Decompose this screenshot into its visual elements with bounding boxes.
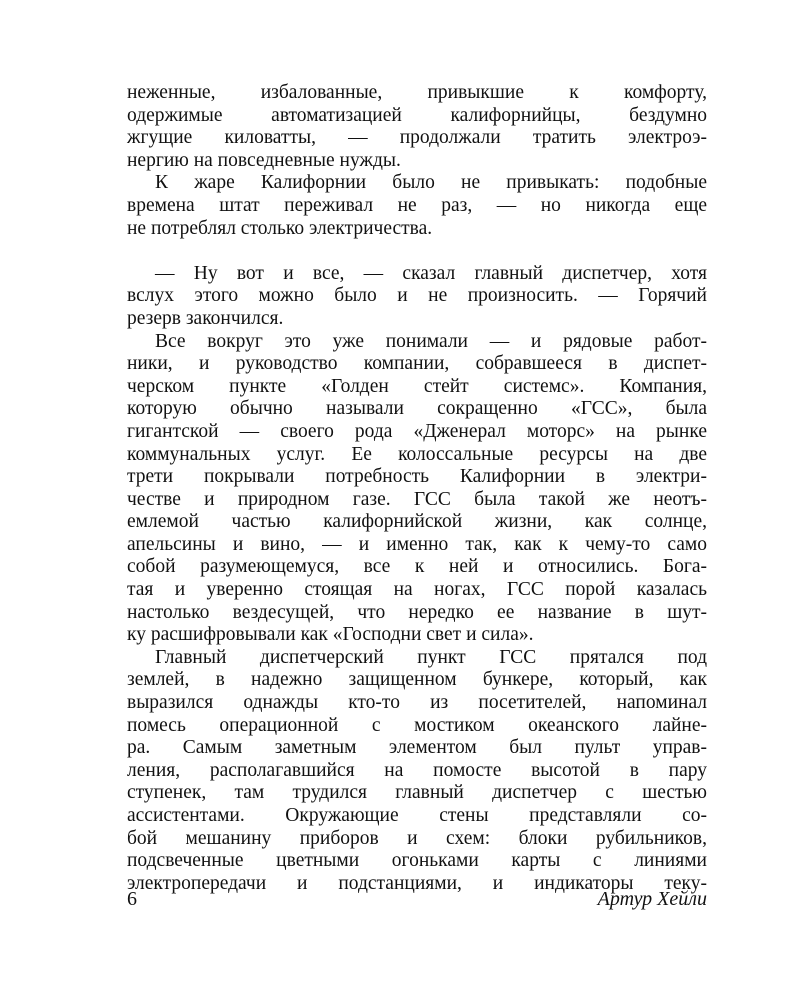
text-line: землей, в надежно защищенном бункере, который, как bbox=[127, 669, 707, 691]
paragraph bbox=[127, 172, 707, 240]
page-number: 6 bbox=[127, 888, 137, 910]
text-line: К жаре Калифорнии было не привыкать: подобные bbox=[155, 172, 707, 194]
text-line: гигантской — своего рода «Дженерал моторс» на рынке bbox=[127, 420, 707, 442]
text-line: электропередачи и подстанциями, и индикаторы теку- bbox=[127, 872, 707, 894]
text-line: выразился однажды кто-то из посетителей, напоминал bbox=[127, 692, 707, 714]
paragraph bbox=[127, 263, 707, 331]
text-line: ления, располагавшийся на помосте высотой в пару bbox=[127, 759, 707, 781]
text-line: неженные, избалованные, привыкшие к комфорту, bbox=[127, 82, 707, 103]
text-line: времена штат переживал не раз, — но никогда еще bbox=[127, 194, 707, 216]
text-line: емлемой частью калифорнийской жизни, как солнце, bbox=[127, 511, 707, 533]
paragraph bbox=[127, 647, 707, 896]
text-line: которую обычно называли сокращенно «ГСС», была bbox=[127, 398, 707, 420]
text-line: трети покрывали потребность Калифорнии в электри- bbox=[127, 466, 707, 488]
text-line: апельсины и вино, — и именно так, как к чему-то само bbox=[127, 533, 707, 555]
text-line: нергию на повседневные нужды. bbox=[127, 149, 401, 171]
text-line: ра. Самым заметным элементом был пульт управ- bbox=[127, 737, 707, 759]
text-line: коммунальных услуг. Ее колоссальные ресурсы на две bbox=[127, 443, 707, 465]
paragraph bbox=[127, 82, 707, 172]
text-line: помесь операционной с мостиком океанского лайне- bbox=[127, 714, 707, 736]
paragraph bbox=[127, 331, 707, 647]
text-line: бой мешанину приборов и схем: блоки рубильников, bbox=[127, 827, 707, 849]
text-line: ассистентами. Окружающие стены представляли со- bbox=[127, 805, 707, 826]
body-text bbox=[127, 82, 707, 895]
text-line: одержимые автоматизацией калифорнийцы, бездумно bbox=[127, 104, 707, 126]
text-line: честве и природном газе. ГСС была такой же неотъ- bbox=[127, 488, 707, 510]
section-break bbox=[127, 240, 707, 263]
text-line: ку расшифровывали как «Господни свет и сила». bbox=[127, 624, 534, 646]
text-line: жгущие киловатты, — продолжали тратить электроэ- bbox=[127, 127, 707, 149]
text-line: резерв закончился. bbox=[127, 307, 284, 329]
running-head-author: Артур Хейли bbox=[597, 888, 707, 910]
text-line: Главный диспетчерский пункт ГСС прятался под bbox=[155, 646, 707, 668]
text-line: настолько вездесущей, что нередко ее название в шут- bbox=[127, 601, 707, 623]
text-line: черском пункте «Голден стейт системс». Компания, bbox=[127, 375, 707, 397]
text-line: ники, и руководство компании, собравшееся в диспет- bbox=[127, 353, 707, 375]
text-line: ступенек, там трудился главный диспетчер с шестью bbox=[127, 782, 707, 804]
page-footer bbox=[127, 884, 707, 914]
text-line: тая и уверенно стоящая на ногах, ГСС порой казалась bbox=[127, 579, 707, 601]
text-line: подсвеченные цветными огоньками карты с линиями bbox=[127, 850, 707, 872]
text-line: не потреблял столько электричества. bbox=[127, 217, 433, 239]
text-line: вслух этого можно было и не произносить. — Горячий bbox=[127, 285, 707, 307]
text-line: — Ну вот и все, — сказал главный диспетчер, хотя bbox=[155, 262, 707, 284]
text-line: Все вокруг это уже понимали — и рядовые работ- bbox=[155, 330, 707, 352]
text-line: собой разумеющемуся, все к ней и относились. Бога- bbox=[127, 556, 707, 578]
